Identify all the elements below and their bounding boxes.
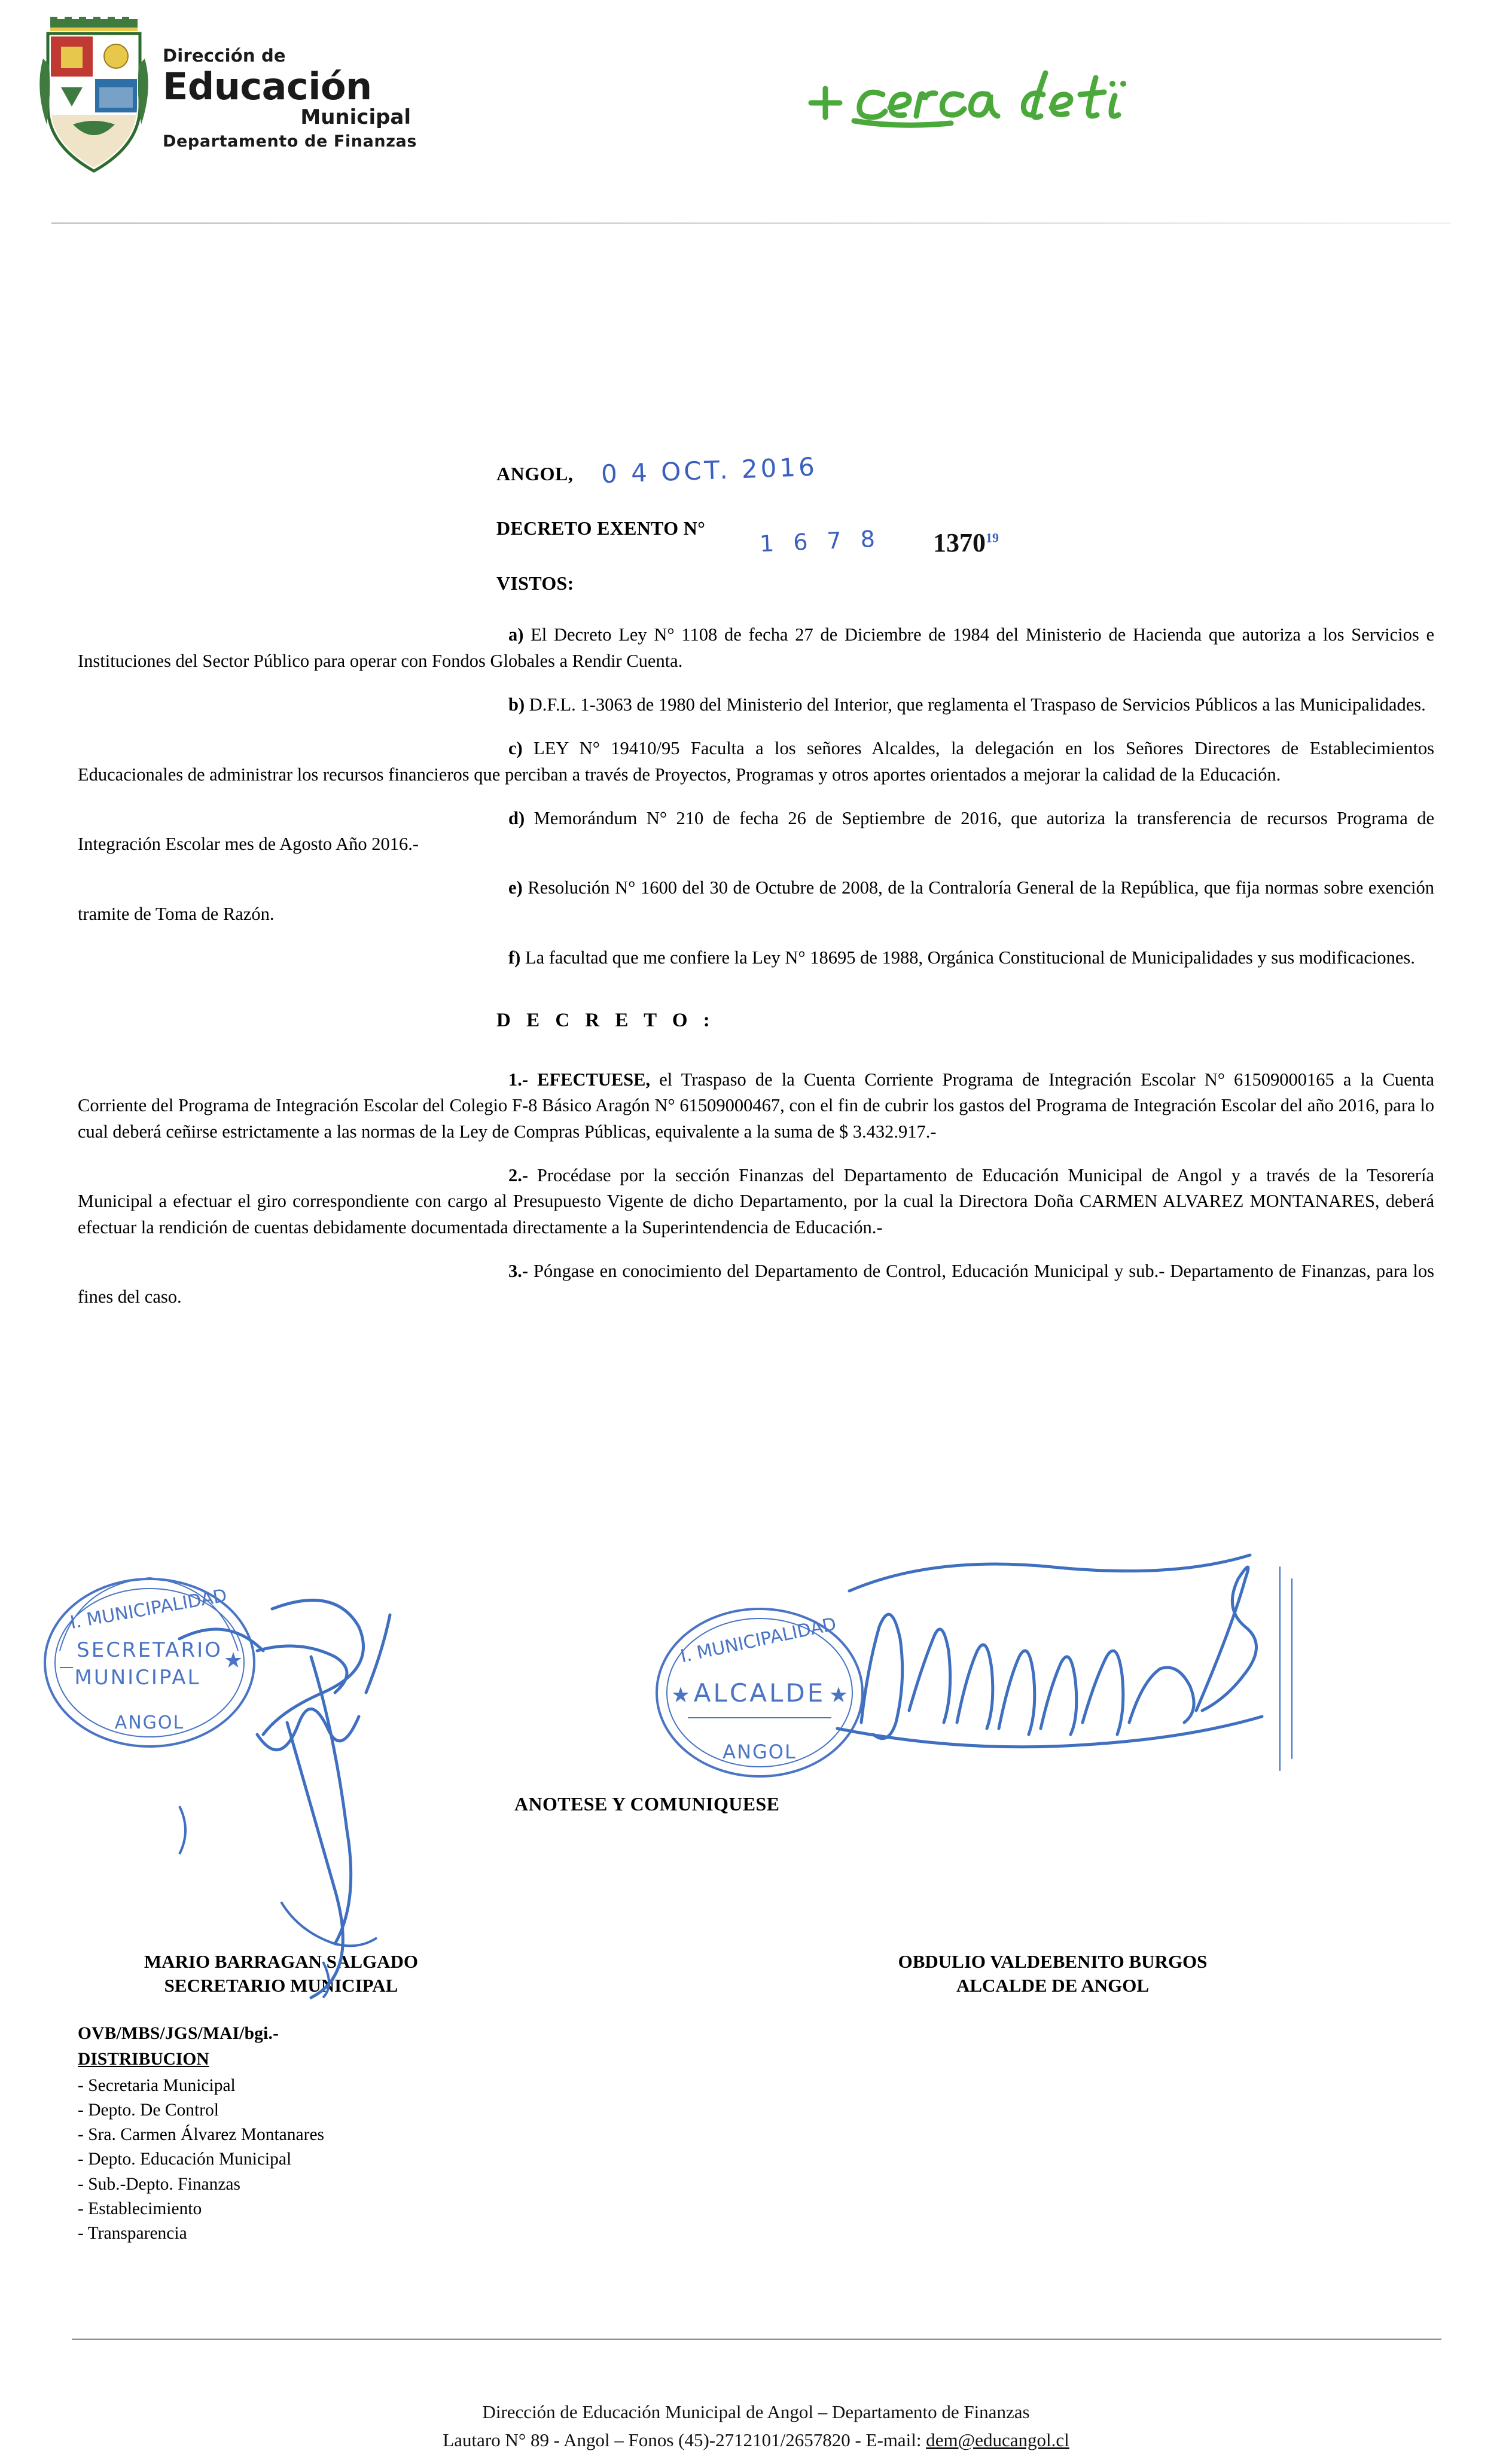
svg-text:ANGOL: ANGOL [723, 1740, 797, 1763]
distribution-title: DISTRIBUCION [78, 2047, 324, 2072]
footer-line-1: Dirección de Educación Municipal de Angol – Departamento de Finanzas [0, 2398, 1512, 2426]
vistos-item-a [78, 622, 1434, 674]
signature-block-secretario [90, 1950, 472, 1997]
resolucion-text-2: Procédase por la sección Finanzas del Departamento de Educación Municipal de Angol y a través de la Tesorería Municipal a efectuar el giro correspondiente con cargo al Presupuesto Vigente de dicho Departamento, por la cual la Directora Doña CARMEN ALVAREZ MONTANARES, deberá efectuar la rendición de cuentas debidamente documentada directamente a la Superintendencia de Educación.- [78, 1165, 1434, 1237]
vistos-item-e [78, 875, 1434, 927]
header-divider [51, 222, 1451, 224]
document-footer [0, 2398, 1512, 2454]
list-item: - Depto. De Control [78, 2098, 324, 2123]
alcalde-name: OBDULIO VALDEBENITO BURGOS [837, 1950, 1268, 1974]
stamp-date-handwritten: 0 4 OCT. 2016 [600, 452, 818, 489]
distribution-list [78, 2074, 324, 2246]
svg-text:★: ★ [829, 1683, 848, 1707]
svg-text:I. MUNICIPALIDAD: I. MUNICIPALIDAD [679, 1614, 839, 1667]
vistos-text-a: El Decreto Ley N° 1108 de fecha 27 de Diciembre de 1984 del Ministerio de Hacienda que autoriza a los Servicios e Instituciones del Sector Público para operar con Fondos Globales a Rendir Cuenta. [78, 624, 1434, 670]
resolucion-item-2 [78, 1163, 1434, 1240]
org-line-municipal: Municipal [163, 107, 417, 129]
resolucion-lead-1: EFECTUESE, [537, 1069, 650, 1090]
decreto-number-value: 1370 [933, 528, 986, 557]
list-item: - Transparencia [78, 2221, 324, 2246]
decreto-label: DECRETO EXENTO N° [496, 517, 705, 539]
list-item: - Establecimiento [78, 2197, 324, 2221]
distribution-ref-code: OVB/MBS/JGS/MAI/bgi.- [78, 2022, 324, 2046]
resolucion-marker-2: 2.- [508, 1165, 537, 1185]
vistos-text-f: La facultad que me confiere la Ley N° 18695 de 1988, Orgánica Constitucional de Municipalidades y sus modificaciones. [520, 947, 1415, 968]
footer-line-2 [0, 2426, 1512, 2454]
decreto-number-sup: 19 [986, 530, 999, 545]
distribution-block [78, 2022, 324, 2246]
coat-of-arms-angol-icon [37, 17, 151, 178]
vistos-text-e: Resolución N° 1600 del 30 de Octubre de 2008, de la Contraloría General de la República, que fija normas sobre exención tramite de Toma de Razón. [78, 877, 1434, 923]
vistos-text-d: Memorándum N° 210 de fecha 26 de Septiembre de 2016, que autoriza la transferencia de recursos Programa de Integración Escolar mes de Agosto Año 2016.- [78, 808, 1434, 854]
svg-text:ALCALDE: ALCALDE [694, 1678, 825, 1708]
signature-ink-alcalde [837, 1555, 1292, 1770]
vistos-item-d [78, 806, 1434, 858]
resolucion-item-3 [78, 1258, 1434, 1310]
resolucion-marker-1: 1.- [508, 1069, 537, 1090]
vistos-marker-a: a) [508, 624, 523, 645]
alcalde-title: ALCALDE DE ANGOL [837, 1974, 1268, 1998]
anotese-line: ANOTESE Y COMUNIQUESE [514, 1793, 779, 1815]
vistos-marker-f: f) [508, 947, 520, 968]
footer-address: Lautaro N° 89 - Angol – Fonos (45)-2712101/2657820 - E-mail: [443, 2429, 926, 2450]
svg-text:ANGOL: ANGOL [115, 1712, 185, 1733]
list-item: - Secretaria Municipal [78, 2074, 324, 2098]
footer-divider [72, 2339, 1441, 2340]
signature-block-alcalde [837, 1950, 1268, 1997]
svg-text:★: ★ [224, 1648, 243, 1672]
seal-secretario-municipal [45, 1578, 254, 1746]
document-header [0, 0, 1512, 221]
vistos-marker-c: c) [508, 738, 523, 758]
resolucion-marker-3: 3.- [508, 1261, 534, 1281]
vistos-item-f [78, 945, 1434, 971]
secretario-title: SECRETARIO MUNICIPAL [90, 1974, 472, 1998]
org-title-block [163, 47, 417, 151]
footer-email[interactable]: dem@educangol.cl [926, 2429, 1069, 2450]
stamp-decreto-number-handwritten: 1 6 7 8 [759, 526, 882, 557]
resolucion-item-1 [78, 1067, 1434, 1145]
stamp-decreto-number-printed [933, 528, 999, 558]
vistos-text-c: LEY N° 19410/95 Faculta a los señores Alcaldes, la delegación en los Señores Directores de Establecimientos Educacionales de administrar los recursos financieros que perciban a través de Proyectos, Programas y otros aportes orientados a mejorar la calidad de la Educación. [78, 738, 1434, 784]
vistos-marker-d: d) [508, 808, 525, 828]
vistos-marker-b: b) [508, 694, 525, 715]
svg-text:SECRETARIO: SECRETARIO [77, 1638, 222, 1662]
list-item: - Sub.-Depto. Finanzas [78, 2172, 324, 2197]
list-item: - Sra. Carmen Álvarez Montanares [78, 2123, 324, 2147]
resolucion-text-1: el Traspaso de la Cuenta Corriente Programa de Integración Escolar N° 61509000165 a la Cuenta Corriente del Programa de Integración Escolar del Colegio F-8 Básico Aragón N° 61509000467, con el fin de cubrir los gastos del Programa de Integración Escolar del año 2016, para lo cual deberá ceñirse estrictamente a las normas de la Ley de Compras Públicas, equivalente a la suma de $ 3.432.917.- [78, 1069, 1434, 1142]
org-line-departamento: Departamento de Finanzas [163, 132, 417, 151]
svg-text:I. MUNICIPALIDAD: I. MUNICIPALIDAD [69, 1585, 228, 1633]
resolucion-text-3: Póngase en conocimiento del Departamento de Control, Educación Municipal y sub.- Departamento de Finanzas, para los fines del caso. [78, 1261, 1434, 1307]
slogan-cerca-de-ti [801, 66, 1172, 144]
seal-alcalde [657, 1609, 862, 1776]
decreto-heading: D E C R E T O : [496, 1007, 1434, 1035]
svg-text:MUNICIPAL: MUNICIPAL [75, 1666, 201, 1690]
org-line-educacion: Educación [163, 66, 417, 107]
org-line-direccion: Dirección de [163, 47, 417, 66]
vistos-text-b: D.F.L. 1-3063 de 1980 del Ministerio del Interior, que reglamenta el Traspaso de Servicios Públicos a las Municipalidades. [525, 694, 1426, 715]
vistos-label: VISTOS: [496, 570, 1434, 597]
vistos-item-b [78, 692, 1434, 718]
vistos-item-c [78, 736, 1434, 788]
svg-text:★: ★ [671, 1683, 690, 1707]
vistos-marker-e: e) [508, 877, 523, 898]
secretario-name: MARIO BARRAGAN SALGADO [90, 1950, 472, 1974]
place-line: ANGOL, [496, 461, 1434, 487]
list-item: - Depto. Educación Municipal [78, 2147, 324, 2172]
